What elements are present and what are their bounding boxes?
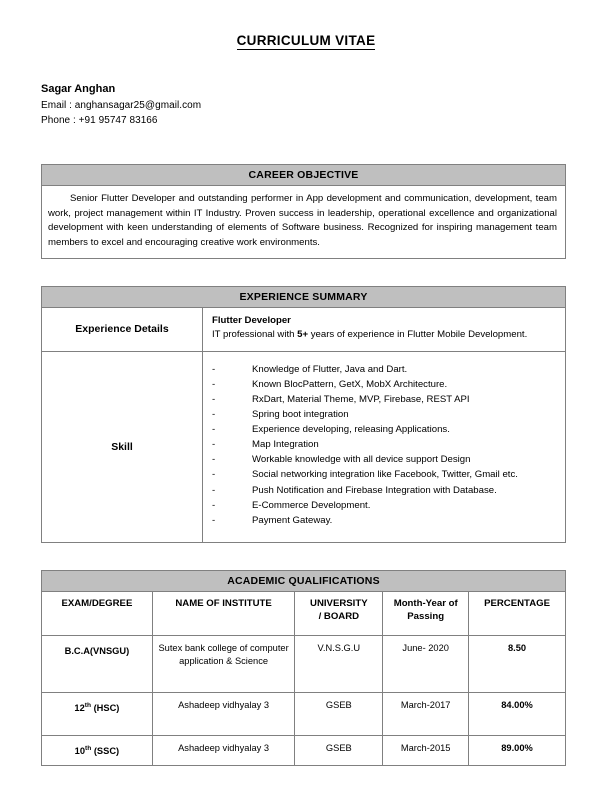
table-row	[42, 736, 565, 765]
table-row	[42, 693, 565, 736]
cell-exam-main: 12	[74, 703, 85, 714]
career-objective-heading: CAREER OBJECTIVE	[42, 165, 565, 186]
table-row	[42, 636, 565, 693]
cell-month-year: March-2017	[383, 693, 469, 736]
cell-percentage: 89.00%	[469, 736, 565, 765]
table-row	[42, 351, 565, 542]
career-objective-text: Senior Flutter Developer and outstanding performer in App development and communication, development, team work, project management within IT Industry. Proven success in leadership, operational excellence and organizational development with keen understanding of elements of Software business. Recognized for inspiring management team members to excel and encouraging creative work environments.	[48, 193, 557, 248]
academic-qualifications-heading: ACADEMIC QUALIFICATIONS	[42, 571, 565, 592]
cell-exam-sup: th	[84, 702, 91, 709]
column-header-month-line2: Passing	[407, 611, 445, 622]
column-header-university-line1: UNIVERSITY	[310, 598, 368, 609]
experience-summary-heading: EXPERIENCE SUMMARY	[42, 287, 565, 308]
page-title	[0, 33, 612, 48]
experience-details-label: Experience Details	[42, 308, 203, 351]
skill-label: Skill	[42, 351, 203, 542]
cell-university: GSEB	[295, 693, 383, 736]
career-objective-section	[41, 164, 566, 259]
cell-exam-tail: (HSC)	[91, 703, 120, 714]
column-header-month-line1: Month-Year of	[393, 598, 458, 609]
column-header-exam: EXAM/DEGREE	[42, 592, 152, 636]
list-item: - Map Integration	[212, 437, 557, 452]
job-role: Flutter Developer	[212, 315, 291, 326]
cell-percentage: 84.00%	[469, 693, 565, 736]
cell-university: V.N.S.G.U	[295, 636, 383, 693]
column-header-institute: NAME OF INSTITUTE	[152, 592, 295, 636]
list-item: - Knowledge of Flutter, Java and Dart.	[212, 362, 557, 377]
cell-exam-main: B.C.A(VNSGU)	[64, 646, 130, 657]
experience-summary-section	[41, 286, 566, 543]
cell-institute: Ashadeep vidhyalay 3	[152, 693, 295, 736]
cell-exam	[42, 736, 152, 765]
candidate-phone: Phone : +91 95747 83166	[41, 115, 158, 126]
skill-value	[203, 351, 566, 542]
cell-institute: Sutex bank college of computer application & Science	[152, 636, 295, 693]
list-item: - Experience developing, releasing Applications.	[212, 422, 557, 437]
experience-summary-table	[42, 308, 565, 542]
cell-exam-tail: (SSC)	[91, 746, 120, 757]
cell-university: GSEB	[295, 736, 383, 765]
cell-month-year: June- 2020	[383, 636, 469, 693]
table-header-row	[42, 592, 565, 636]
career-objective-body	[42, 186, 565, 258]
contact-block	[41, 82, 201, 129]
list-item: - RxDart, Material Theme, MVP, Firebase, REST API	[212, 392, 557, 407]
column-header-percentage: PERCENTAGE	[469, 592, 565, 636]
cell-exam-main: 10	[74, 746, 86, 757]
list-item: - Payment Gateway.	[212, 513, 557, 528]
candidate-email: Email : anghansagar25@gmail.com	[41, 99, 202, 111]
column-header-month-year	[383, 592, 469, 636]
list-item: - Spring boot integration	[212, 407, 557, 422]
column-header-university-line2: / BOARD	[318, 611, 360, 622]
job-detail-suffix: years of experience in Flutter Mobile Development.	[308, 329, 528, 341]
cell-percentage: 8.50	[469, 636, 565, 693]
cell-month-year: March-2015	[383, 736, 469, 765]
list-item: - Push Notification and Firebase Integration with Database.	[212, 483, 557, 498]
list-item: - Workable knowledge with all device support Design	[212, 452, 557, 467]
column-header-university	[295, 592, 383, 636]
list-item: - E-Commerce Development.	[212, 498, 557, 513]
experience-details-value	[203, 308, 566, 351]
academic-qualifications-table	[42, 592, 565, 765]
job-detail-prefix: IT professional with	[212, 329, 298, 341]
cell-exam	[42, 693, 152, 736]
table-row	[42, 308, 565, 351]
list-item: - Known BlocPattern, GetX, MobX Architecture.	[212, 377, 557, 392]
skill-list	[212, 362, 557, 528]
candidate-name: Sagar Anghan	[41, 83, 116, 95]
cell-institute: Ashadeep vidhyalay 3	[152, 736, 295, 765]
list-item: - Social networking integration like Facebook, Twitter, Gmail etc.	[212, 467, 557, 482]
cell-exam-sup: th	[85, 745, 92, 752]
academic-qualifications-section	[41, 570, 566, 766]
job-detail-years: 5+	[297, 329, 309, 341]
page-title-text: CURRICULUM VITAE	[236, 33, 376, 48]
cell-exam	[42, 636, 152, 693]
job-detail	[212, 328, 557, 342]
